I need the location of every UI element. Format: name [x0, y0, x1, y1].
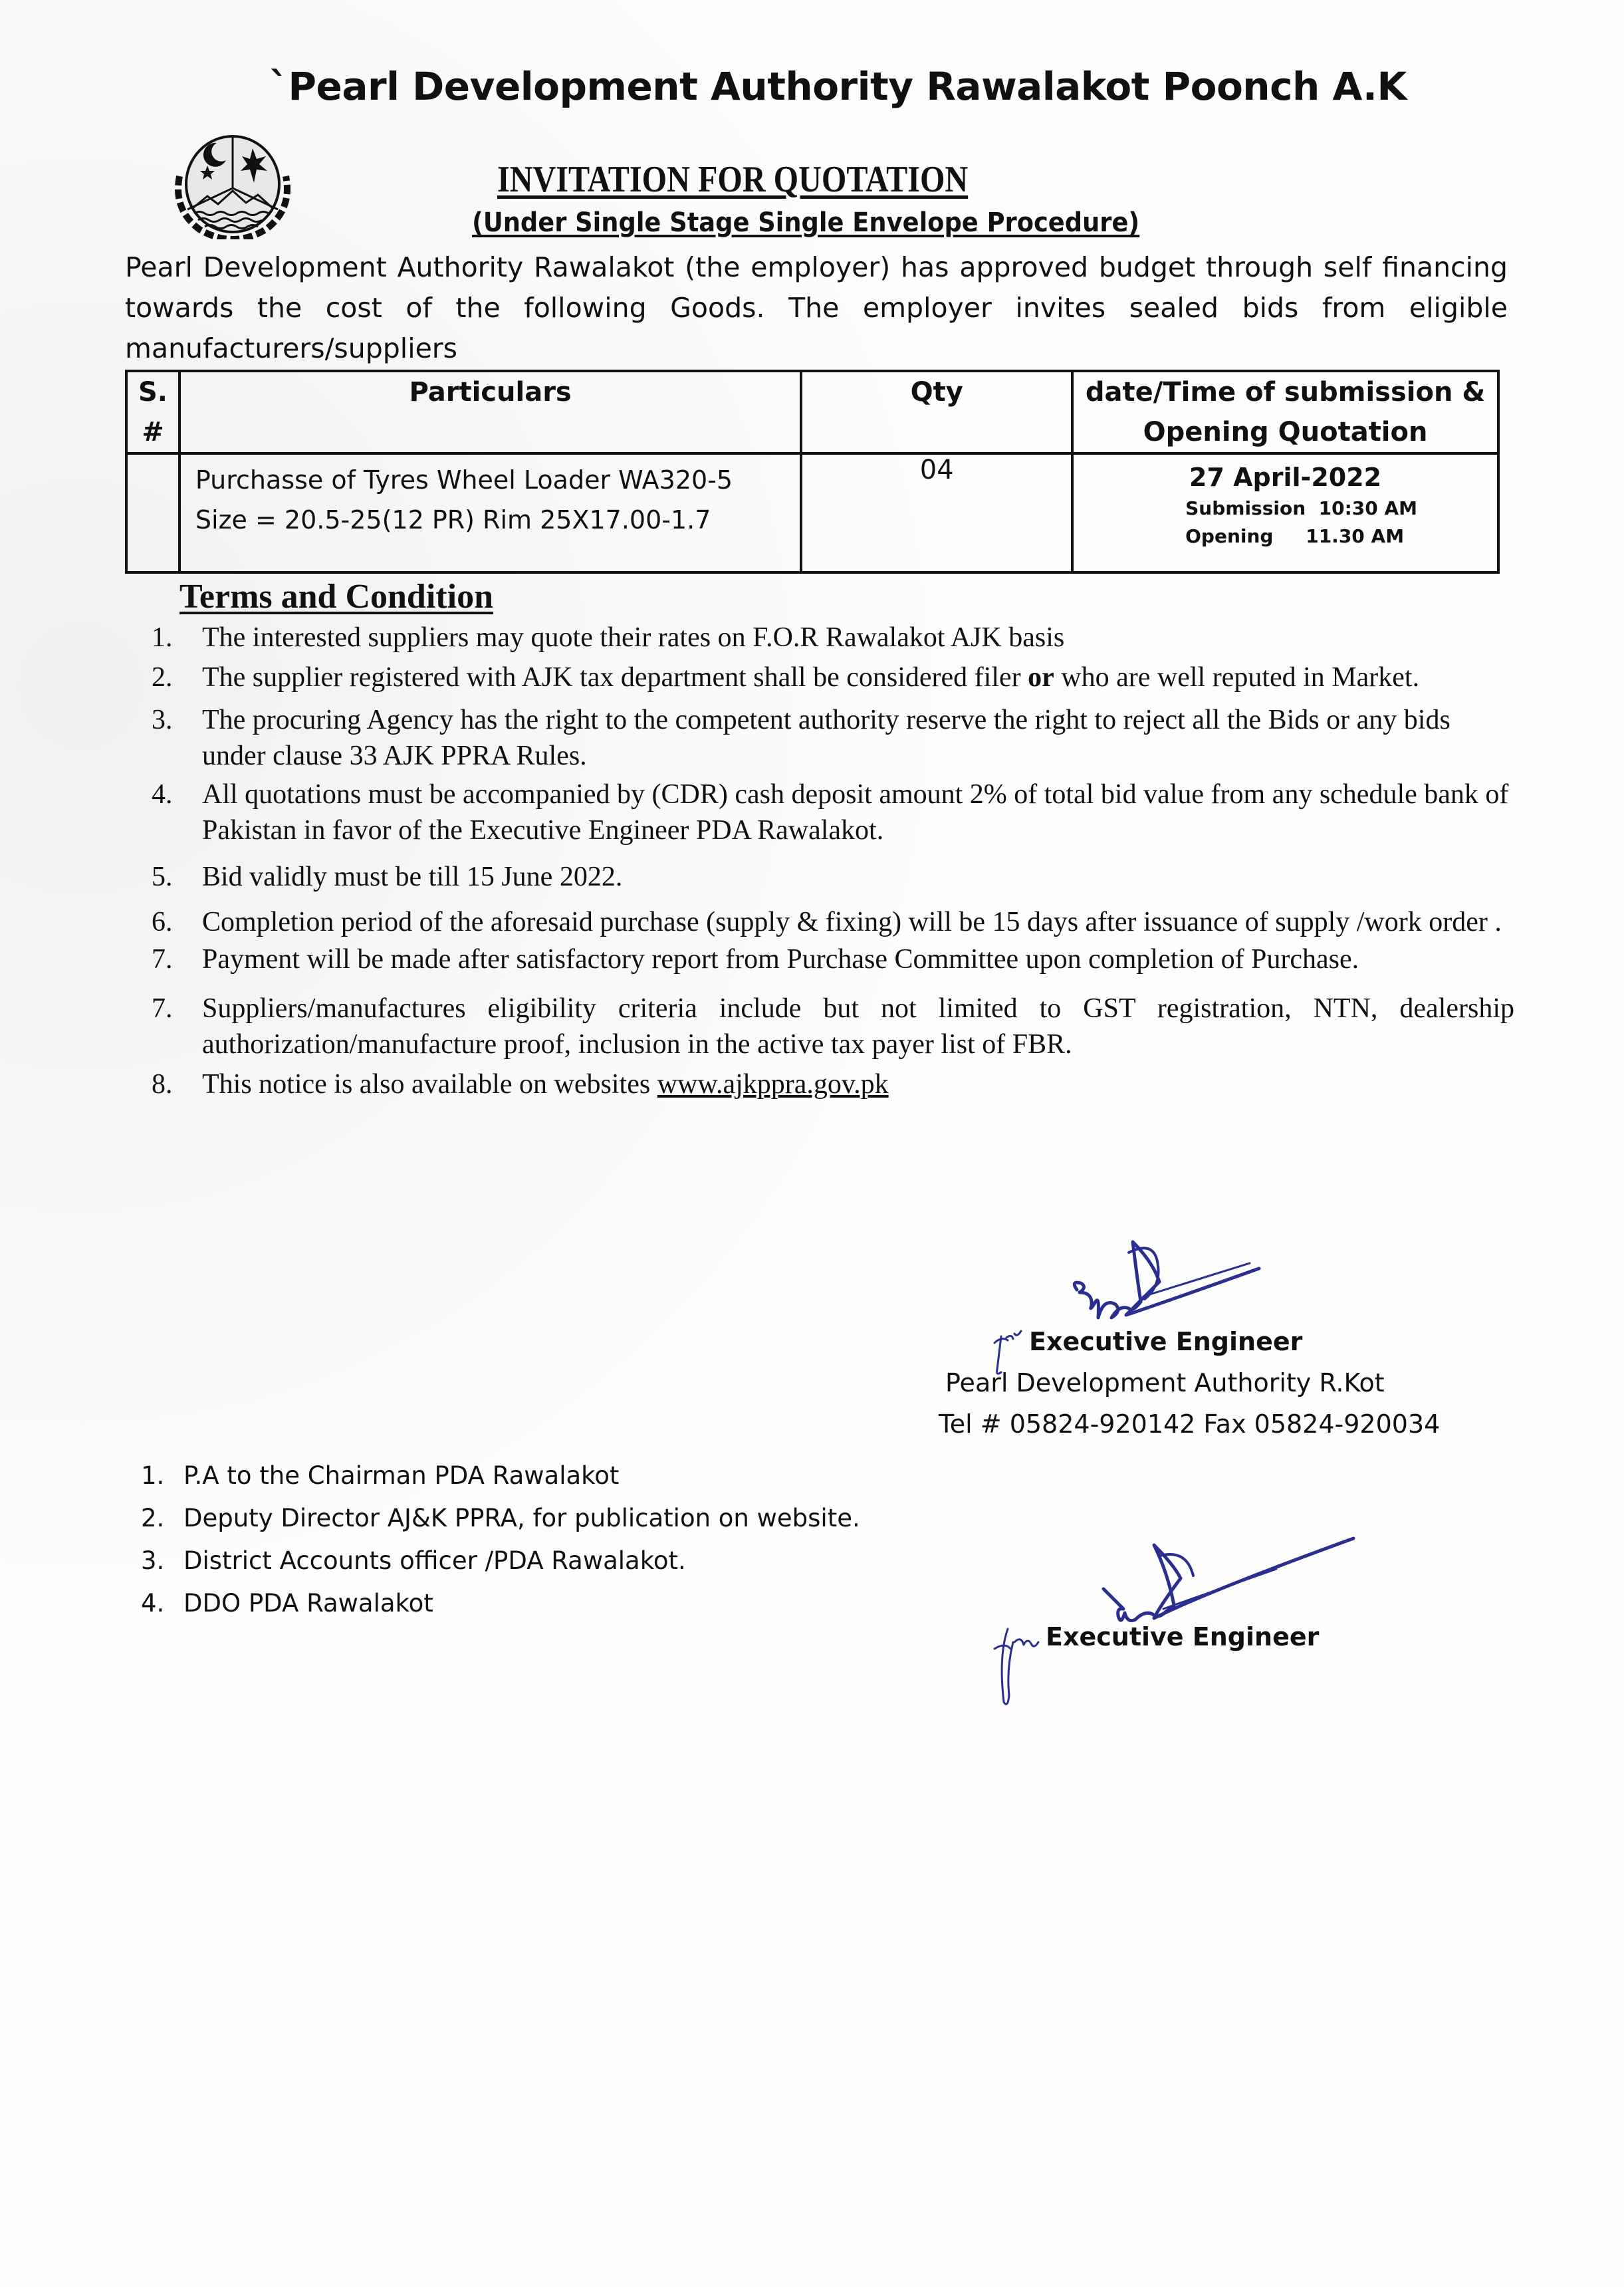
copy-to-number: 1.: [141, 1461, 165, 1490]
opening-time: 11.30 AM: [1306, 525, 1405, 547]
copy-to-text: P.A to the Chairman PDA Rawalakot: [183, 1461, 620, 1490]
term-text: Suppliers/manufactures eligibility criteria include but not limited to GST registration, NTN, dealership authorization/manufacture proof, inclusion in the active tax payer list of FBR.: [202, 993, 1514, 1060]
term-text-part: who are well reputed in Market.: [1054, 662, 1420, 693]
table-row: [126, 453, 1498, 572]
term-text-part: This notice is also available on websites: [202, 1069, 657, 1100]
term-item: [152, 859, 1514, 895]
term-number: 7.: [152, 993, 173, 1024]
term-item: [152, 904, 1514, 940]
copy-to-text: Deputy Director AJ&K PPRA, for publication on website.: [183, 1504, 860, 1532]
term-text-emphasis: or: [1028, 662, 1054, 693]
particulars-line-1: Purchasse of Tyres Wheel Loader WA320-5: [195, 465, 733, 495]
for-initial-2-icon: [988, 1622, 1048, 1715]
header-qty: Qty: [801, 371, 1072, 453]
term-text: Bid validly must be till 15 June 2022.: [202, 862, 623, 892]
term-number: 2.: [152, 662, 173, 693]
particulars-line-2: Size = 20.5-25(12 PR) Rim 25X17.00-1.7: [195, 505, 711, 535]
copy-to-number: 2.: [141, 1504, 165, 1532]
website-link[interactable]: www.ajkppra.gov.pk: [657, 1069, 889, 1100]
term-number: 1.: [152, 622, 173, 653]
signature-1-icon: [1050, 1230, 1303, 1336]
table-header-row: [126, 371, 1498, 453]
term-number: 7.: [152, 944, 173, 975]
copy-to-item: [141, 1455, 860, 1497]
term-item: [152, 777, 1514, 848]
term-number: 5.: [152, 862, 173, 892]
term-text: All quotations must be accompanied by (CDR) cash deposit amount 2% of total bid value from any schedule bank of Pakistan in favor of the Executive Engineer PDA Rawalakot.: [202, 779, 1509, 846]
header-date-time: date/Time of submission & Opening Quotation: [1072, 371, 1498, 453]
term-text: Completion period of the aforesaid purchase (supply & fixing) will be 15 days after issuance of supply /work order .: [202, 907, 1502, 937]
term-number: 4.: [152, 779, 173, 810]
signer-1-organization: Pearl Development Authority R.Kot: [945, 1368, 1385, 1397]
signer-1-contact: Tel # 05824-920142 Fax 05824-920034: [939, 1409, 1441, 1439]
organization-header: `Pearl Development Authority Rawalakot Poonch A.K: [269, 64, 1407, 109]
document-subtitle: (Under Single Stage Single Envelope Procedure): [472, 207, 1140, 238]
term-text: The procuring Agency has the right to the competent authority reserve the right to reject all the Bids or any bids under clause 33 AJK PPRA Rules.: [202, 705, 1450, 771]
term-item: [152, 1066, 1514, 1102]
term-text: [202, 660, 1514, 695]
copy-to-list: [141, 1455, 860, 1625]
intro-paragraph: Pearl Development Authority Rawalakot (the employer) has approved budget through self financing towards the cost of the following Goods. The employer invites sealed bids from eligible manufacturers/suppliers: [125, 251, 1508, 364]
copy-to-item: [141, 1540, 860, 1582]
term-item: [152, 991, 1514, 1062]
signer-1-title: Executive Engineer: [1029, 1327, 1303, 1356]
opening-label: Opening: [1185, 525, 1274, 547]
copy-to-text: DDO PDA Rawalakot: [183, 1589, 433, 1618]
submission-time: 10:30 AM: [1318, 497, 1418, 519]
term-item: [152, 702, 1514, 774]
term-text-part: The supplier registered with AJK tax department shall be considered filer: [202, 662, 1028, 693]
document-title: INVITATION FOR QUOTATION: [497, 159, 969, 200]
term-text: Payment will be made after satisfactory report from Purchase Committee upon completion of Purchase.: [202, 944, 1359, 975]
header-particulars: Particulars: [179, 371, 801, 453]
cell-serial-number: [126, 453, 179, 572]
submission-label: Submission: [1185, 497, 1306, 519]
cell-qty: 04: [801, 453, 1072, 572]
submission-date: 27 April-2022: [1189, 463, 1382, 492]
opening-time-row: [1074, 523, 1497, 550]
term-item: [152, 941, 1514, 977]
term-number: 3.: [152, 705, 173, 735]
terms-list: [152, 620, 1514, 1102]
cell-particulars: [179, 453, 801, 572]
terms-heading: Terms and Condition: [179, 578, 493, 616]
term-number: 8.: [152, 1069, 173, 1100]
copy-to-text: District Accounts officer /PDA Rawalakot.: [183, 1546, 686, 1575]
header-serial-number: S. #: [126, 371, 179, 453]
items-table: [125, 370, 1500, 574]
copy-to-item: [141, 1582, 860, 1625]
cell-date-time: [1072, 453, 1498, 572]
term-text: The interested suppliers may quote their rates on F.O.R Rawalakot AJK basis: [202, 622, 1065, 653]
signer-2-title: Executive Engineer: [1046, 1622, 1320, 1651]
copy-to-item: [141, 1497, 860, 1540]
copy-to-number: 4.: [141, 1589, 165, 1618]
term-item: [152, 620, 1514, 656]
submission-time-row: [1074, 495, 1497, 523]
copy-to-number: 3.: [141, 1546, 165, 1575]
term-item: [152, 660, 1514, 695]
term-number: 6.: [152, 907, 173, 937]
pda-emblem-icon: [166, 130, 299, 239]
term-text: [202, 1069, 889, 1100]
